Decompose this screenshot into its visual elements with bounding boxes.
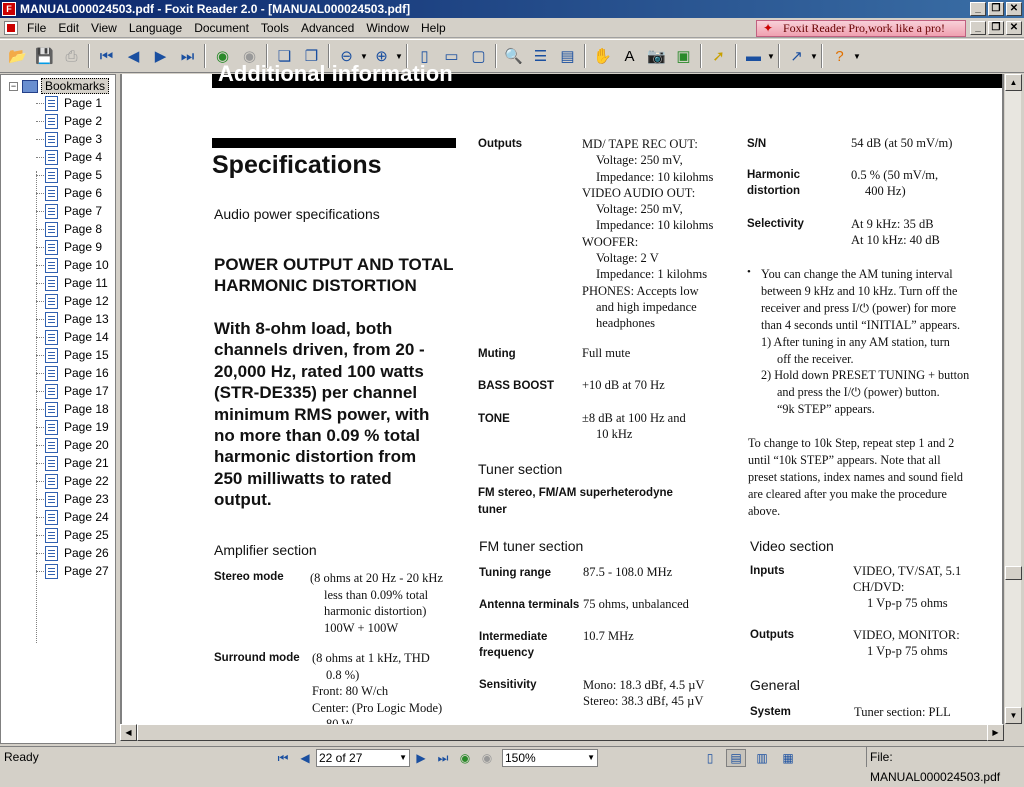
bookmark-item[interactable] bbox=[45, 112, 102, 130]
powerbody-line: channels driven, from 20 - bbox=[214, 340, 425, 360]
menu-edit[interactable]: Edit bbox=[58, 20, 80, 35]
tone-value-line2: 10 kHz bbox=[596, 427, 633, 441]
para-line: preset stations, index names and sound field bbox=[748, 469, 963, 484]
zoom-in-icon[interactable]: ⊕ bbox=[375, 48, 388, 65]
page-icon bbox=[45, 528, 58, 543]
zoom-dropdown-icon[interactable]: ▼ bbox=[587, 753, 595, 762]
outputsvals-line: Impedance: 1 kilohms bbox=[596, 267, 708, 282]
status-back-icon[interactable]: ◉ bbox=[459, 751, 471, 765]
status-first-page-icon[interactable]: ⏮ bbox=[277, 750, 289, 765]
page-icon bbox=[45, 564, 58, 579]
doc-close-button[interactable]: ✕ bbox=[1006, 21, 1022, 35]
bookmark-label: Page 9 bbox=[64, 240, 103, 254]
find-icon[interactable]: 🔍 bbox=[504, 48, 523, 65]
page-icon bbox=[45, 312, 58, 327]
bookmark-label: Page 27 bbox=[64, 564, 109, 578]
stereovals-line: harmonic distortion) bbox=[324, 604, 427, 619]
bookmark-label: Page 13 bbox=[64, 312, 109, 326]
status-forward-icon[interactable]: ◉ bbox=[481, 751, 493, 765]
scroll-thumb-horizontal[interactable] bbox=[137, 724, 989, 741]
bookmark-label: Page 10 bbox=[64, 258, 109, 272]
am-tuning-note bbox=[761, 266, 995, 418]
select-tool-icon[interactable]: ➚ bbox=[712, 48, 725, 65]
surroundvals-line: Front: 80 W/ch bbox=[312, 684, 389, 699]
menu-help[interactable]: Help bbox=[421, 20, 446, 35]
bookmark-item[interactable] bbox=[45, 184, 102, 202]
bookmark-item[interactable] bbox=[45, 508, 109, 526]
next-page-icon[interactable]: ▶ bbox=[154, 48, 167, 65]
outputsvals-line: Voltage: 250 mV, bbox=[596, 153, 683, 168]
menu-advanced[interactable]: Advanced bbox=[300, 20, 355, 35]
menu-view[interactable]: View bbox=[91, 20, 117, 35]
menu-tools[interactable]: Tools bbox=[260, 20, 289, 35]
page-icon bbox=[45, 96, 58, 111]
bookmark-item[interactable] bbox=[45, 418, 109, 436]
intermediate-frequency-value: 10.7 MHz bbox=[583, 629, 634, 643]
fm-tuner-section-heading: FM tuner section bbox=[479, 538, 584, 554]
toolbar bbox=[0, 39, 1024, 73]
intermediate-frequency-label-line1: Intermediate bbox=[479, 631, 548, 643]
harmonic-distortion-value-line1: 0.5 % (50 mV/m, bbox=[851, 168, 939, 182]
bookmark-item[interactable] bbox=[45, 310, 109, 328]
surroundvals-line: Center: (Pro Logic Mode) bbox=[312, 700, 443, 715]
facing-page-icon[interactable]: ▥ bbox=[756, 751, 768, 765]
page-number-select[interactable]: 22 of 27 ▼ bbox=[316, 749, 410, 767]
page-icon bbox=[45, 366, 58, 381]
video-section-heading: Video section bbox=[750, 538, 834, 554]
bookmark-label: Page 17 bbox=[64, 384, 109, 398]
page-icon bbox=[45, 276, 58, 291]
bookmark-item[interactable] bbox=[45, 328, 109, 346]
hand-tool-icon[interactable]: ✋ bbox=[593, 48, 612, 65]
zoom-out-icon[interactable]: ⊖ bbox=[340, 48, 353, 65]
zoom-out-dropdown-icon[interactable]: ▼ bbox=[360, 51, 368, 61]
link-icon[interactable]: ↗ bbox=[790, 48, 803, 65]
muting-value: Full mute bbox=[582, 346, 631, 360]
bookmark-label: Page 22 bbox=[64, 474, 109, 488]
outputsvals-line: MD/ TAPE REC OUT: bbox=[582, 137, 698, 151]
surroundvals-line: 0.8 %) bbox=[326, 667, 360, 682]
tone-label: TONE bbox=[478, 413, 510, 425]
bookmark-item[interactable] bbox=[45, 238, 102, 256]
power-output-body bbox=[214, 318, 429, 511]
stereovals-line: 100W + 100W bbox=[324, 620, 399, 635]
selectivity-10khz: At 10 kHz: 40 dB bbox=[851, 233, 940, 247]
tuner-section-heading: Tuner section bbox=[478, 461, 563, 477]
para-line: above. bbox=[748, 503, 781, 518]
status-next-page-icon[interactable]: ▶ bbox=[416, 751, 426, 765]
continuous-facing-icon[interactable]: ▦ bbox=[782, 751, 794, 765]
amplifier-section-heading: Amplifier section bbox=[214, 542, 317, 558]
fit-page-icon[interactable]: ▭ bbox=[444, 48, 459, 65]
bookmark-item[interactable] bbox=[45, 490, 109, 508]
harmonic-distortion-value-line2: 400 Hz) bbox=[865, 184, 906, 198]
outputsvals-line: headphones bbox=[596, 316, 656, 331]
bookmark-label: Page 6 bbox=[64, 186, 103, 200]
annotation-icon[interactable]: ▬ bbox=[746, 47, 761, 65]
page-icon bbox=[45, 204, 58, 219]
bookmarks-root[interactable] bbox=[9, 78, 109, 94]
help-dropdown-icon[interactable]: ▼ bbox=[853, 51, 861, 61]
status-last-page-icon[interactable]: ⏭ bbox=[437, 750, 449, 765]
outputsvals-line: Impedance: 10 kilohms bbox=[596, 169, 714, 184]
note-bullet: • bbox=[747, 266, 751, 278]
bookmark-item[interactable] bbox=[45, 436, 109, 454]
powerbody-line: (STR-DE335) per channel bbox=[214, 383, 418, 403]
note-line: and press the I/⏻ (power) button. bbox=[777, 385, 940, 400]
snapshot-icon[interactable]: 📷 bbox=[647, 48, 666, 65]
page-icon bbox=[45, 348, 58, 363]
pdf-page bbox=[122, 61, 1002, 724]
note-line: between 9 kHz and 10 kHz. Turn off the bbox=[761, 283, 958, 298]
bookmark-item[interactable] bbox=[45, 256, 109, 274]
horizontal-scrollbar[interactable] bbox=[120, 724, 1004, 741]
app-icon: F bbox=[2, 2, 16, 16]
note-line: You can change the AM tuning interval bbox=[761, 267, 953, 281]
minimize-button[interactable]: _ bbox=[970, 2, 986, 16]
bookmark-item[interactable] bbox=[45, 562, 109, 580]
page-icon bbox=[45, 474, 58, 489]
video-outputs-label: Outputs bbox=[750, 629, 795, 641]
powerbody-line: 20,000 Hz, rated 100 watts bbox=[214, 361, 424, 381]
copy-icon[interactable]: ❏ bbox=[277, 48, 292, 65]
title-bar bbox=[0, 0, 1024, 18]
doc-restore-button[interactable]: ❐ bbox=[988, 21, 1004, 35]
vinputs-line: CH/DVD: bbox=[853, 580, 905, 595]
tuning-range-label: Tuning range bbox=[479, 567, 551, 579]
video-outputs-values bbox=[853, 627, 960, 659]
bookmark-item[interactable] bbox=[45, 544, 109, 562]
page-icon bbox=[45, 456, 58, 471]
sn-value: 54 dB (at 50 mV/m) bbox=[851, 136, 953, 150]
bookmark-label: Page 1 bbox=[64, 96, 103, 110]
powerbody-line: minimum RMS power, with bbox=[214, 404, 430, 424]
menu-file[interactable]: File bbox=[27, 20, 47, 35]
powerbody-line: output. bbox=[214, 490, 272, 510]
note-line: 1) After tuning in any AM station, turn bbox=[761, 334, 950, 349]
page-icon bbox=[45, 402, 58, 417]
first-page-icon[interactable]: ⏮ bbox=[99, 47, 114, 65]
outputs-values bbox=[582, 136, 713, 332]
power-title-line1: POWER OUTPUT AND TOTAL bbox=[214, 255, 454, 274]
thumbnails-icon[interactable]: ▤ bbox=[560, 48, 575, 65]
bass-boost-label: BASS BOOST bbox=[478, 380, 555, 392]
bookmark-item[interactable] bbox=[45, 130, 102, 148]
page-icon bbox=[45, 492, 58, 507]
powerbody-line: no more than 0.09 % total bbox=[214, 426, 420, 446]
bookmark-label: Page 21 bbox=[64, 456, 109, 470]
bookmark-label: Page 8 bbox=[64, 222, 103, 236]
stereovals-line: (8 ohms at 20 Hz - 20 kHz bbox=[310, 571, 443, 585]
page-icon bbox=[45, 330, 58, 345]
page-icon bbox=[45, 132, 58, 147]
sensitivity-stereo: Stereo: 38.3 dBf, 45 µV bbox=[583, 694, 704, 708]
status-prev-page-icon[interactable]: ◀ bbox=[300, 751, 310, 765]
surround-mode-values bbox=[312, 650, 442, 733]
bookmarks-root-label: Bookmarks bbox=[41, 78, 109, 94]
video-inputs-values bbox=[853, 563, 961, 612]
bookmark-item[interactable] bbox=[45, 400, 109, 418]
bookmark-label: Page 16 bbox=[64, 366, 109, 380]
scroll-up-icon[interactable]: ▲ bbox=[1005, 74, 1022, 91]
selectivity-9khz: At 9 kHz: 35 dB bbox=[851, 217, 934, 231]
bookmark-item[interactable] bbox=[45, 454, 109, 472]
bookmark-label: Page 26 bbox=[64, 546, 109, 560]
bookmarks-panel bbox=[0, 74, 116, 744]
bookmark-item[interactable] bbox=[45, 364, 109, 382]
close-button[interactable]: ✕ bbox=[1006, 2, 1022, 16]
paste-icon[interactable]: ❐ bbox=[304, 48, 319, 65]
bookmark-item[interactable] bbox=[45, 382, 109, 400]
bookmark-label: Page 2 bbox=[64, 114, 103, 128]
bookmarks-book-icon bbox=[22, 80, 38, 93]
bookmark-label: Page 11 bbox=[64, 276, 108, 290]
bookmark-label: Page 20 bbox=[64, 438, 109, 452]
bookmark-label: Page 25 bbox=[64, 528, 109, 542]
intermediate-frequency-label-line2: frequency bbox=[479, 647, 534, 659]
surroundvals-line: (8 ohms at 1 kHz, THD bbox=[312, 651, 430, 665]
print-icon[interactable]: ⎙ bbox=[65, 47, 78, 65]
bookmark-item[interactable] bbox=[45, 274, 108, 292]
page-icon bbox=[45, 420, 58, 435]
vertical-scrollbar[interactable] bbox=[1004, 74, 1021, 724]
bookmark-label: Page 18 bbox=[64, 402, 109, 416]
stereo-mode-label: Stereo mode bbox=[214, 571, 284, 583]
document-viewport[interactable] bbox=[120, 61, 1004, 724]
page-icon bbox=[45, 546, 58, 561]
voutputs-line: 1 Vp-p 75 ohms bbox=[867, 644, 948, 659]
bookmark-label: Page 15 bbox=[64, 348, 109, 362]
sensitivity-mono: Mono: 18.3 dBf, 4.5 µV bbox=[583, 678, 705, 692]
doc-minimize-button[interactable]: _ bbox=[970, 21, 986, 35]
bookmark-item[interactable] bbox=[45, 148, 102, 166]
bookmark-item[interactable] bbox=[45, 472, 109, 490]
powerbody-line: 250 milliwatts to rated bbox=[214, 468, 392, 488]
bookmark-label: Page 24 bbox=[64, 510, 109, 524]
page-icon bbox=[45, 438, 58, 453]
continuous-page-icon[interactable]: ▤ bbox=[726, 749, 746, 767]
zoom-select[interactable]: 150% ▼ bbox=[502, 749, 598, 767]
bookmark-item[interactable] bbox=[45, 526, 109, 544]
scroll-left-icon[interactable]: ◀ bbox=[120, 724, 137, 741]
save-icon[interactable]: 💾 bbox=[35, 48, 54, 65]
link-dropdown-icon[interactable]: ▼ bbox=[810, 51, 818, 61]
forward-icon[interactable]: ◉ bbox=[242, 48, 257, 65]
prev-page-icon[interactable]: ◀ bbox=[127, 48, 140, 65]
outputs-label: Outputs bbox=[478, 138, 523, 150]
note-line: receiver and press I/⏻ (power) for more bbox=[761, 300, 957, 315]
page-icon bbox=[45, 114, 58, 129]
powerbody-line: With 8-ohm load, both bbox=[214, 319, 393, 338]
bookmarks-panel-icon[interactable]: ☰ bbox=[533, 48, 548, 65]
specifications-rule bbox=[212, 138, 456, 148]
selectivity-label: Selectivity bbox=[747, 218, 804, 230]
note-line: than 4 seconds until “INITIAL” appears. bbox=[761, 317, 960, 332]
image-icon[interactable]: ▣ bbox=[676, 48, 691, 65]
muting-label: Muting bbox=[478, 348, 516, 360]
note-line: “9k STEP” appears. bbox=[777, 402, 875, 417]
promo-banner[interactable]: ✦ Foxit Reader Pro,work like a pro! bbox=[756, 20, 966, 37]
general-section-heading: General bbox=[750, 677, 800, 693]
outputsvals-line: Impedance: 10 kilohms bbox=[596, 218, 714, 233]
bookmark-item[interactable] bbox=[45, 220, 102, 238]
collapse-icon[interactable]: − bbox=[10, 80, 17, 91]
bookmark-item[interactable] bbox=[45, 292, 109, 310]
outputsvals-line: Voltage: 250 mV, bbox=[596, 202, 683, 217]
window-title: MANUAL000024503.pdf - Foxit Reader 2.0 - [MANUAL000024503.pdf] bbox=[20, 2, 411, 16]
stereovals-line: less than 0.09% total bbox=[324, 587, 429, 602]
outputsvals-line: and high impedance bbox=[596, 299, 697, 314]
page-header-text: Additional information bbox=[218, 61, 453, 86]
bookmark-label: Page 7 bbox=[64, 204, 103, 218]
bookmark-item[interactable] bbox=[45, 94, 102, 112]
antenna-terminals-value: 75 ohms, unbalanced bbox=[583, 597, 689, 611]
open-icon[interactable]: 📂 bbox=[8, 48, 27, 65]
status-ready: Ready bbox=[4, 750, 39, 764]
note-line: 2) Hold down PRESET TUNING + button bbox=[761, 368, 970, 383]
antenna-terminals-label: Antenna terminals bbox=[479, 599, 580, 611]
menu-window[interactable]: Window bbox=[366, 20, 409, 35]
document-icon[interactable] bbox=[4, 21, 18, 35]
sensitivity-label: Sensitivity bbox=[479, 679, 537, 691]
text-select-icon[interactable]: A bbox=[624, 47, 635, 65]
bookmark-label: Page 12 bbox=[64, 294, 109, 308]
maximize-button[interactable]: ❐ bbox=[988, 2, 1004, 16]
scroll-thumb-vertical[interactable] bbox=[1005, 566, 1022, 580]
outputsvals-line: PHONES: Accepts low bbox=[582, 283, 699, 298]
page-icon bbox=[45, 186, 58, 201]
back-icon[interactable]: ◉ bbox=[215, 48, 230, 65]
bookmark-item[interactable] bbox=[45, 202, 102, 220]
scroll-right-icon[interactable]: ▶ bbox=[987, 724, 1004, 741]
help-icon[interactable]: ? bbox=[835, 47, 844, 65]
outputsvals-line: VIDEO AUDIO OUT: bbox=[582, 185, 696, 200]
bookmark-label: Page 23 bbox=[64, 492, 109, 506]
scroll-down-icon[interactable]: ▼ bbox=[1005, 707, 1022, 724]
page-icon bbox=[45, 168, 58, 183]
harmonic-distortion-label-line1: Harmonic bbox=[747, 169, 801, 181]
power-title-line2: HARMONIC DISTORTION bbox=[214, 276, 417, 295]
video-inputs-label: Inputs bbox=[750, 565, 785, 577]
sn-label: S/N bbox=[747, 138, 767, 150]
outputsvals-line: WOOFER: bbox=[582, 234, 639, 249]
bookmark-item[interactable] bbox=[45, 166, 102, 184]
bookmark-label: Page 4 bbox=[64, 150, 103, 164]
actual-size-icon[interactable]: ▯ bbox=[420, 48, 429, 65]
bookmark-label: Page 14 bbox=[64, 330, 109, 344]
page-icon bbox=[45, 384, 58, 399]
stereo-mode-values bbox=[310, 570, 443, 636]
10k-step-paragraph bbox=[748, 435, 994, 520]
surround-mode-label: Surround mode bbox=[214, 652, 300, 664]
vinputs-line: VIDEO, TV/SAT, 5.1 bbox=[853, 564, 962, 578]
system-value: Tuner section: PLL bbox=[854, 705, 951, 719]
harmonic-distortion-label-line2: distortion bbox=[747, 185, 801, 197]
para-line: To change to 10k Step, repeat step 1 and 2 bbox=[748, 436, 955, 450]
page-icon bbox=[45, 222, 58, 237]
para-line: are cleared after you make the procedure bbox=[748, 486, 947, 501]
tuner-description-line1: FM stereo, FM/AM superheterodyne bbox=[478, 487, 673, 499]
last-page-icon[interactable]: ⏭ bbox=[180, 47, 195, 65]
zoom-in-dropdown-icon[interactable]: ▼ bbox=[395, 51, 403, 61]
system-label: System bbox=[750, 706, 791, 718]
status-filename: File: MANUAL000024503.pdf bbox=[866, 747, 1024, 767]
annotation-dropdown-icon[interactable]: ▼ bbox=[767, 51, 775, 61]
page-icon bbox=[45, 510, 58, 525]
bass-boost-value: +10 dB at 70 Hz bbox=[582, 378, 665, 392]
bookmark-label: Page 3 bbox=[64, 132, 103, 146]
bookmark-item[interactable] bbox=[45, 346, 109, 364]
single-page-icon[interactable]: ▯ bbox=[706, 751, 714, 765]
menu-language[interactable]: Language bbox=[128, 20, 183, 35]
bookmark-label: Page 19 bbox=[64, 420, 109, 434]
fit-width-icon[interactable]: ▢ bbox=[471, 48, 486, 65]
voutputs-line: VIDEO, MONITOR: bbox=[853, 628, 960, 642]
tuning-range-value: 87.5 - 108.0 MHz bbox=[583, 565, 673, 579]
page-icon bbox=[45, 150, 58, 165]
page-icon bbox=[45, 294, 58, 309]
powerbody-line: harmonic distortion from bbox=[214, 447, 417, 467]
outputsvals-line: Voltage: 2 V bbox=[596, 251, 659, 266]
specifications-heading: Specifications bbox=[212, 151, 382, 179]
status-bar bbox=[0, 746, 1024, 784]
tone-value-line1: ±8 dB at 100 Hz and bbox=[582, 411, 686, 425]
vinputs-line: 1 Vp-p 75 ohms bbox=[867, 596, 948, 611]
note-line: off the receiver. bbox=[777, 351, 854, 366]
bookmark-label: Page 5 bbox=[64, 168, 103, 182]
para-line: until “10k STEP” appears. Note that all bbox=[748, 452, 941, 467]
page-icon bbox=[45, 258, 58, 273]
tuner-description-line2: tuner bbox=[478, 504, 507, 516]
audio-power-heading: Audio power specifications bbox=[214, 206, 380, 222]
page-select-dropdown-icon[interactable]: ▼ bbox=[399, 753, 407, 762]
menu-document[interactable]: Document bbox=[194, 20, 249, 35]
page-icon bbox=[45, 240, 58, 255]
